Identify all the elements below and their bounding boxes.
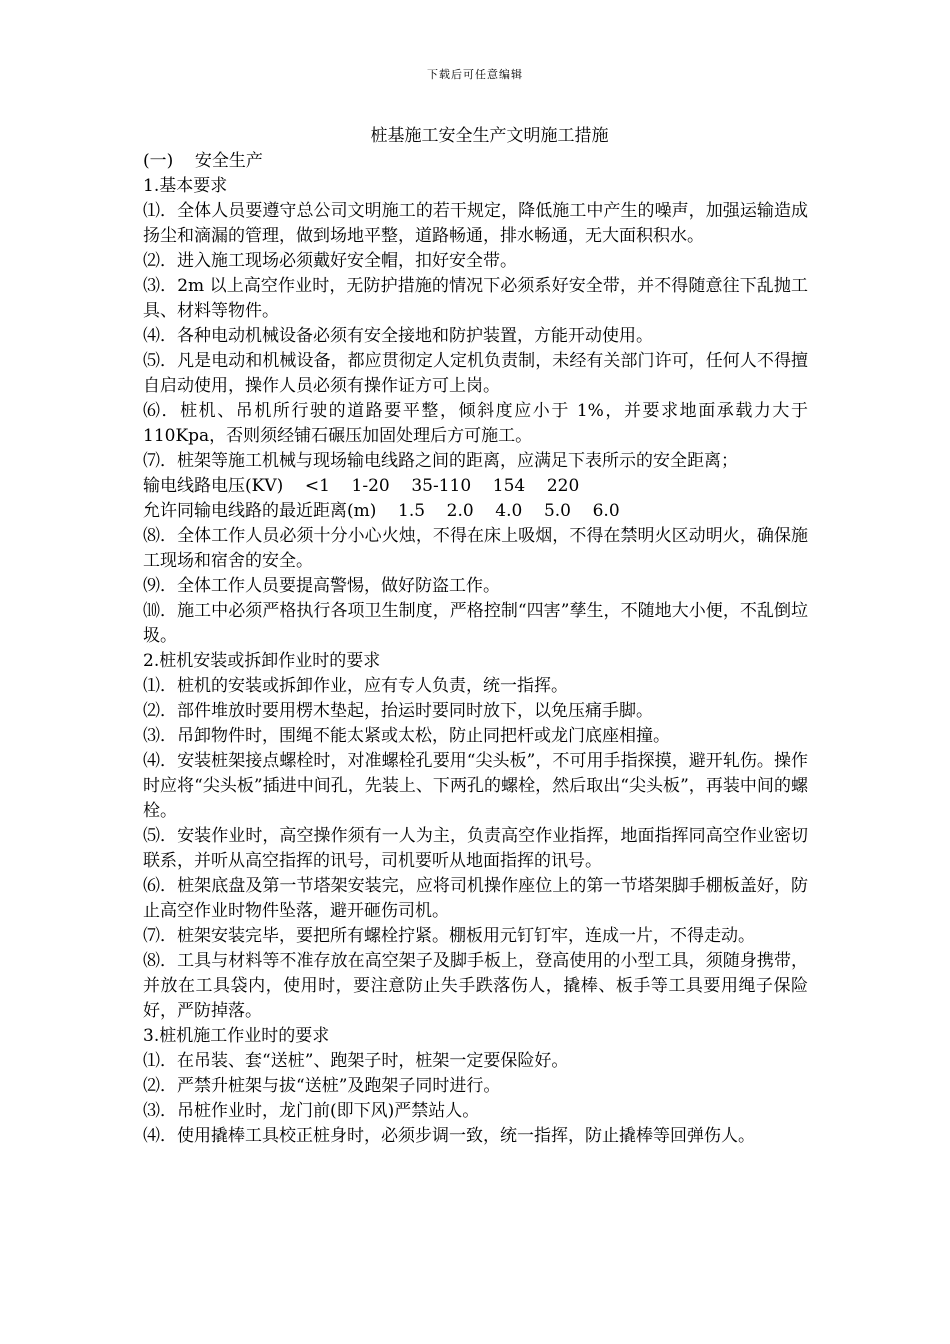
list-item: ⑴．桩机的安装或拆卸作业，应有专人负责，统一指挥。 (143, 676, 568, 696)
document-title: 桩基施工安全生产文明施工措施 (370, 126, 609, 146)
list-item: ⑻．工具与材料等不准存放在高空架子及脚手板上，登高使用的小型工具，须随身携带，并放在工具袋内，使用时，要注意防止失手跌落伤人，撬棒、板手等工具要用绳子保险好，严防掉落。 (143, 951, 808, 1021)
list-item: ⑶．2m 以上高空作业时，无防护措施的情况下必须系好安全带，并不得随意往下乱抛工具、材料等物件。 (143, 276, 808, 321)
list-item: ⑹．桩机、吊机所行驶的道路要平整，倾斜度应小于 1%，并要求地面承载力大于 110Kpa，否则须经铺石碾压加固处理后方可施工。 (143, 401, 808, 446)
list-item: ⑼．全体工作人员要提高警惕，做好防盗工作。 (143, 576, 500, 596)
list-item: ⑸．安装作业时，高空操作须有一人为主，负责高空作业指挥，地面指挥同高空作业密切联系，并听从高空指挥的讯号，司机要听从地面指挥的讯号。 (143, 826, 808, 871)
list-item: ⑷．安装桩架接点螺栓时，对准螺栓孔要用“尖头板”，不可用手指探摸，避开轧伤。操作时应将“尖头板”插进中间孔，先装上、下两孔的螺栓，然后取出“尖头板”，再装中间的螺栓。 (143, 751, 808, 821)
document-body (143, 124, 808, 1149)
list-item: ⑴．全体人员要遵守总公司文明施工的若干规定，降低施工中产生的噪声，加强运输造成扬尘和滴漏的管理，做到场地平整，道路畅通，排水畅通，无大面积积水。 (143, 201, 808, 246)
part-heading: 1.基本要求 (143, 176, 228, 196)
list-item: ⑵．部件堆放时要用楞木垫起，抬运时要同时放下，以免压痛手脚。 (143, 701, 653, 721)
part-heading: 3.桩机施工作业时的要求 (143, 1026, 330, 1046)
section-heading: (一) 安全生产 (143, 151, 263, 171)
distance-table-row: 允许同输电线路的最近距离(m) 1.5 2.0 4.0 5.0 6.0 (143, 501, 620, 521)
list-item: ⑺．桩架安装完毕，要把所有螺栓拧紧。棚板用元钉钉牢，连成一片，不得走动。 (143, 926, 755, 946)
list-item: ⑷．各种电动机械设备必须有安全接地和防护装置，方能开动使用。 (143, 326, 653, 346)
list-item: ⑴．在吊装、套“送桩”、跑架子时，桩架一定要保险好。 (143, 1051, 569, 1071)
list-item: ⑹．桩架底盘及第一节塔架安装完，应将司机操作座位上的第一节塔架脚手棚板盖好，防止高空作业时物件坠落，避开砸伤司机。 (143, 876, 808, 921)
part-heading: 2.桩机安装或拆卸作业时的要求 (143, 651, 381, 671)
list-item: ⑺．桩架等施工机械与现场输电线路之间的距离，应满足下表所示的安全距离； (143, 451, 738, 471)
list-item: ⑶．吊桩作业时，龙门前(即下风)严禁站人。 (143, 1101, 480, 1121)
list-item: ⑸．凡是电动和机械设备，都应贯彻定人定机负责制，未经有关部门许可，任何人不得擅自启动使用，操作人员必须有操作证方可上岗。 (143, 351, 808, 396)
list-item: ⑵．进入施工现场必须戴好安全帽，扣好安全带。 (143, 251, 517, 271)
list-item: ⑶．吊卸物件时，围绳不能太紧或太松，防止同把杆或龙门底座相撞。 (143, 726, 670, 746)
distance-table-row: 输电线路电压(KV) <1 1-20 35-110 154 220 (143, 476, 580, 496)
page-header-note: 下载后可任意编辑 (427, 68, 523, 81)
list-item: ⑷．使用撬棒工具校正桩身时，必须步调一致，统一指挥，防止撬棒等回弹伤人。 (143, 1126, 755, 1146)
list-item: ⑻．全体工作人员必须十分小心火烛，不得在床上吸烟，不得在禁明火区动明火，确保施工现场和宿舍的安全。 (143, 526, 808, 571)
list-item: ⑽．施工中必须严格执行各项卫生制度，严格控制“四害”孳生，不随地大小便，不乱倒垃圾。 (143, 601, 808, 646)
list-item: ⑵．严禁升桩架与拔“送桩”及跑架子同时进行。 (143, 1076, 501, 1096)
